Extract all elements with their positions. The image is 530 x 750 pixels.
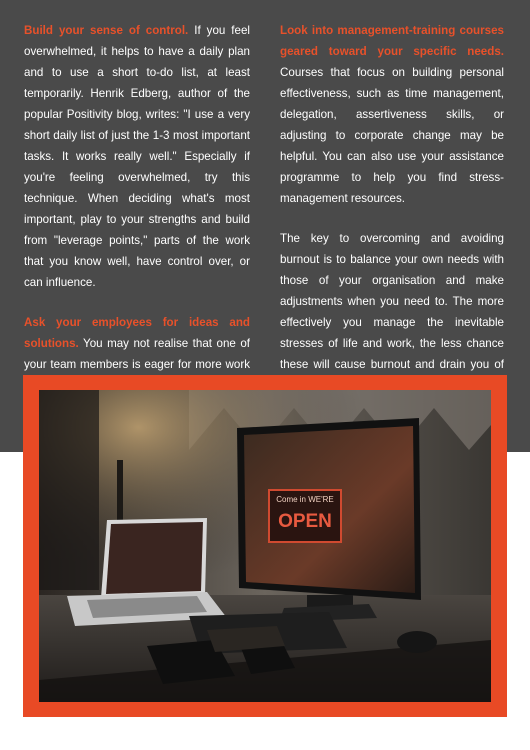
left-text-column bbox=[24, 20, 250, 417]
workspace-photo bbox=[39, 390, 491, 702]
heading-training-courses: Look into management-training courses geared toward your specific needs. bbox=[280, 24, 504, 58]
sign-open-text: OPEN bbox=[278, 511, 332, 532]
paragraph-training-courses bbox=[280, 20, 504, 209]
paragraph-build-control bbox=[24, 20, 250, 293]
sign-top-text: Come in WE'RE bbox=[276, 495, 334, 504]
paragraph-conclusion: The key to overcoming and avoiding burnout is to balance your own needs with those of your organisation and make adjustments when you need to. The more effectively you manage the inevitable stresses of life and work, the less chance these will cause burnout and drain you of bbox=[280, 232, 504, 371]
body-ask-employees: You may not realise that one of your team members is eager for more work bbox=[24, 337, 250, 371]
right-text-column bbox=[280, 20, 504, 417]
heading-build-control: Build your sense of control. bbox=[24, 24, 189, 37]
mouse bbox=[397, 631, 437, 653]
laptop-display bbox=[106, 522, 203, 594]
window-shade bbox=[39, 390, 99, 590]
body-build-control: If you feel overwhelmed, it helps to have a daily plan and to use a short to-do list, at least temporarily. Henrik Edberg, author of the popular Positivity blog, writes: "I use a very short daily list of just the 1-3 most important tasks. It works really well." Especially if you're feeling overwhelmed, try this technique. When deciding what's most important, play to your strengths and build from "leverage points," parts of the work that you know well, have control over, or can influence. bbox=[24, 24, 250, 289]
photo-frame bbox=[23, 375, 507, 717]
heading-ask-employees: Ask your employees for ideas and solutions. bbox=[24, 316, 250, 350]
body-training-courses: Courses that focus on building personal effectiveness, such as time management, delegation, assertiveness skills, or adjusting to corporate change may be helpful. You can also use your assistance programme to help you find stress-management resources. bbox=[280, 66, 504, 205]
